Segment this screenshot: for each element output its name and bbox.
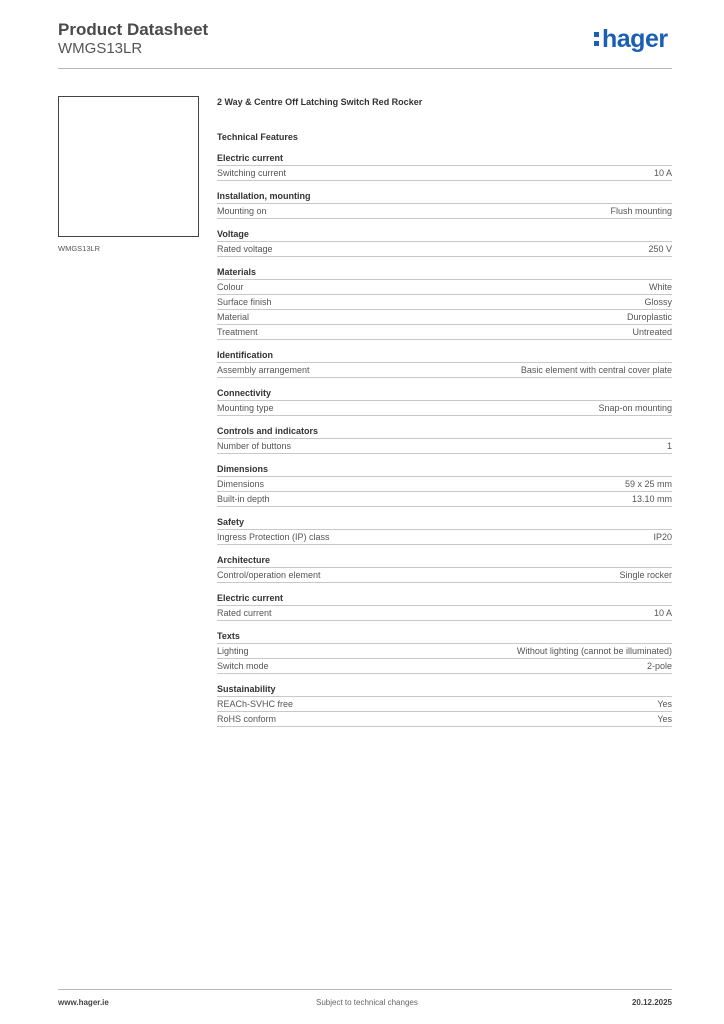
feature-label: Mounting type <box>217 403 274 413</box>
datasheet-content <box>217 96 672 736</box>
feature-row <box>217 401 672 416</box>
feature-value: 250 V <box>648 244 672 254</box>
feature-row <box>217 477 672 492</box>
feature-value: Basic element with central cover plate <box>520 365 672 375</box>
feature-section <box>217 349 672 378</box>
feature-row <box>217 325 672 340</box>
feature-label: Control/operation element <box>217 570 321 580</box>
feature-row <box>217 644 672 659</box>
feature-label: Rated voltage <box>217 244 273 254</box>
section-heading: Materials <box>217 266 672 280</box>
feature-section <box>217 630 672 674</box>
feature-row <box>217 568 672 583</box>
footer-website: www.hager.ie <box>58 998 109 1007</box>
feature-section <box>217 554 672 583</box>
section-heading: Voltage <box>217 228 672 242</box>
feature-label: Switching current <box>217 168 287 178</box>
feature-label: Dimensions <box>217 479 265 489</box>
feature-row <box>217 310 672 325</box>
feature-row <box>217 280 672 295</box>
footer-date: 20.12.2025 <box>631 998 672 1007</box>
feature-section <box>217 387 672 416</box>
feature-section <box>217 266 672 340</box>
feature-value: Flush mounting <box>610 206 672 216</box>
feature-section <box>217 152 672 181</box>
feature-label: Material <box>217 312 250 322</box>
feature-value: White <box>648 282 672 292</box>
feature-label: Assembly arrangement <box>217 365 310 375</box>
section-heading: Controls and indicators <box>217 425 672 439</box>
feature-row <box>217 204 672 219</box>
feature-section <box>217 683 672 727</box>
hager-logo <box>594 27 668 52</box>
feature-section <box>217 190 672 219</box>
feature-value: 13.10 mm <box>631 494 672 504</box>
feature-row <box>217 439 672 454</box>
feature-value: Yes <box>657 699 672 709</box>
product-code: WMGS13LR <box>58 40 143 57</box>
feature-label: RoHS conform <box>217 714 277 724</box>
feature-row <box>217 697 672 712</box>
feature-value: Duroplastic <box>626 312 672 322</box>
feature-value: Untreated <box>632 327 672 337</box>
feature-label: Built-in depth <box>217 494 270 504</box>
feature-section <box>217 516 672 545</box>
feature-row <box>217 295 672 310</box>
section-heading: Safety <box>217 516 672 530</box>
feature-label: REACh-SVHC free <box>217 699 294 709</box>
feature-value: 10 A <box>653 168 672 178</box>
feature-value: Glossy <box>644 297 672 307</box>
footer-note: Subject to technical changes <box>316 998 418 1007</box>
feature-value: Single rocker <box>619 570 672 580</box>
feature-section <box>217 425 672 454</box>
section-heading: Connectivity <box>217 387 672 401</box>
product-image-placeholder <box>58 96 199 237</box>
logo-colon-icon <box>594 32 599 50</box>
feature-section <box>217 592 672 621</box>
feature-row <box>217 530 672 545</box>
feature-value: Snap-on mounting <box>598 403 672 413</box>
footer-divider <box>58 989 672 990</box>
feature-value: 10 A <box>653 608 672 618</box>
section-heading: Sustainability <box>217 683 672 697</box>
section-heading: Texts <box>217 630 672 644</box>
image-caption: WMGS13LR <box>58 244 101 253</box>
section-heading: Electric current <box>217 592 672 606</box>
section-heading: Installation, mounting <box>217 190 672 204</box>
feature-row <box>217 492 672 507</box>
section-heading: Identification <box>217 349 672 363</box>
feature-value: 2-pole <box>646 661 672 671</box>
feature-sections <box>217 152 672 727</box>
page-title: Product Datasheet <box>58 20 209 39</box>
feature-section <box>217 228 672 257</box>
feature-label: Surface finish <box>217 297 272 307</box>
feature-row <box>217 363 672 378</box>
section-heading: Electric current <box>217 152 672 166</box>
feature-value: Without lighting (cannot be illuminated) <box>516 646 672 656</box>
product-title: 2 Way & Centre Off Latching Switch Red Rocker <box>217 97 423 107</box>
feature-value: 59 x 25 mm <box>624 479 672 489</box>
feature-value: IP20 <box>653 532 672 542</box>
feature-row <box>217 606 672 621</box>
feature-label: Switch mode <box>217 661 269 671</box>
section-heading: Architecture <box>217 554 672 568</box>
feature-row <box>217 659 672 674</box>
feature-label: Number of buttons <box>217 441 292 451</box>
feature-label: Mounting on <box>217 206 267 216</box>
logo-text: hager <box>602 25 668 53</box>
feature-value: Yes <box>657 714 672 724</box>
feature-row <box>217 242 672 257</box>
feature-label: Colour <box>217 282 244 292</box>
feature-label: Rated current <box>217 608 272 618</box>
section-heading: Dimensions <box>217 463 672 477</box>
feature-label: Ingress Protection (IP) class <box>217 532 330 542</box>
feature-value: 1 <box>666 441 672 451</box>
header-divider <box>58 68 672 69</box>
feature-label: Lighting <box>217 646 249 656</box>
technical-features-title: Technical Features <box>217 132 298 142</box>
feature-section <box>217 463 672 507</box>
feature-row <box>217 712 672 727</box>
feature-label: Treatment <box>217 327 258 337</box>
feature-row <box>217 166 672 181</box>
